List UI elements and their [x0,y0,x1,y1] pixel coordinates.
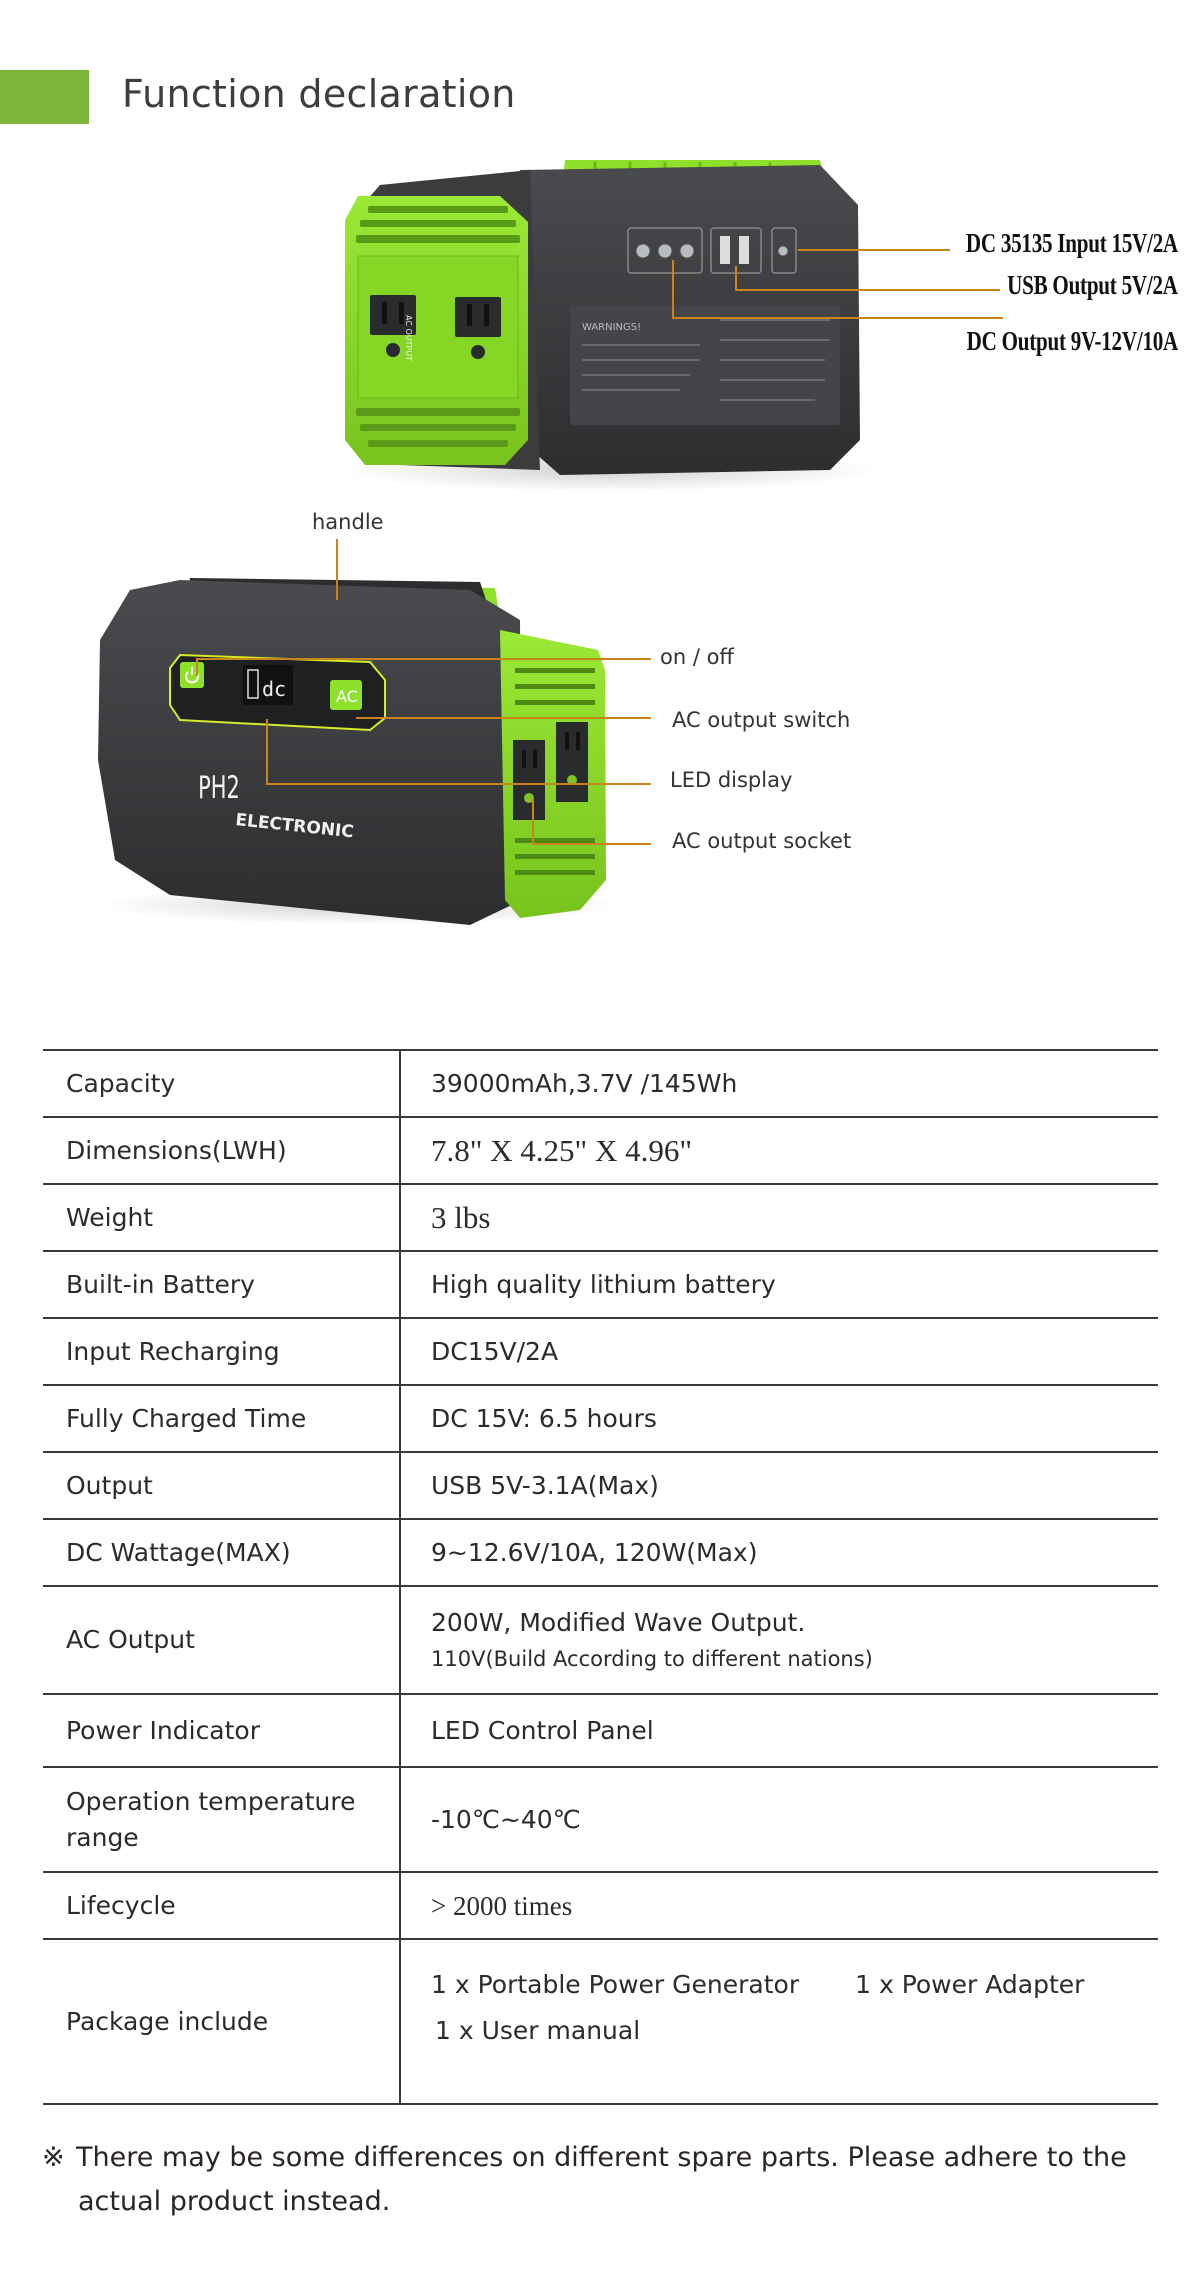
spec-label: Fully Charged Time [43,1385,400,1452]
spec-value: 3 lbs [400,1184,1158,1251]
table-row [43,1767,1158,1872]
table-row [43,1452,1158,1519]
callout-dc-input: DC 35135 Input 15V/2A [965,228,1178,258]
svg-text:AC OUTPUT: AC OUTPUT [404,315,413,362]
product-illustration [0,0,1200,960]
spec-label: Lifecycle [43,1872,400,1939]
spec-label: AC Output [43,1586,400,1694]
ac-outlet-icon [556,722,588,802]
spec-label: Power Indicator [43,1694,400,1767]
page-title: Function declaration [122,72,516,116]
package-item: 1 x Portable Power Generator [431,1970,800,1999]
spec-value: DC 15V: 6.5 hours [400,1385,1158,1452]
spec-value [400,1586,1158,1694]
callout-ac-output-socket: AC output socket [672,829,852,853]
table-row [43,1872,1158,1939]
spec-value: High quality lithium battery [400,1251,1158,1318]
table-row [43,1586,1158,1694]
spec-label: DC Wattage(MAX) [43,1519,400,1586]
spec-label: Dimensions(LWH) [43,1117,400,1184]
ac-outlet-icon [513,740,545,820]
svg-text:dc: dc [262,677,287,701]
disclaimer-note [42,2136,1162,2224]
spec-value: USB 5V-3.1A(Max) [400,1452,1158,1519]
callout-dc-output: DC Output 9V-12V/10A [966,326,1178,356]
spec-label: Input Recharging [43,1318,400,1385]
callout-handle: handle [312,510,384,534]
table-row [43,1184,1158,1251]
table-row [43,1318,1158,1385]
callout-usb-output: USB Output 5V/2A [1007,270,1178,300]
note-line-1: There may be some differences on different spare parts. Please adhere to the [76,2142,1127,2173]
table-row [43,1251,1158,1318]
spec-label: Built-in Battery [43,1251,400,1318]
spec-label: Operation temperature range [43,1767,400,1872]
spec-value: -10℃~40℃ [400,1767,1158,1872]
callout-on-off: on / off [660,645,734,669]
spec-value: DC15V/2A [400,1318,1158,1385]
callout-ac-output-switch: AC output switch [672,708,851,732]
device-rear-view [340,160,1003,492]
spec-label: Output [43,1452,400,1519]
table-row [43,1117,1158,1184]
note-line-2: actual product instead. [78,2186,391,2217]
package-item: 1 x Power Adapter [855,1970,1085,1999]
spec-table [43,1049,1158,2105]
table-row [43,1694,1158,1767]
svg-text:AC: AC [336,687,358,706]
svg-text:PH2: PH2 [198,769,240,807]
reference-mark-icon: ※ [42,2142,65,2173]
spec-value [400,1939,1158,2104]
table-row [43,1050,1158,1117]
table-row [43,1385,1158,1452]
spec-label: Weight [43,1184,400,1251]
spec-value: 9~12.6V/10A, 120W(Max) [400,1519,1158,1586]
spec-label: Package include [43,1939,400,2104]
svg-text:ELECTRONIC: ELECTRONIC [234,810,355,843]
callout-led-display: LED display [670,768,793,792]
spec-value-note: 110V(Build According to different nations) [431,1647,873,1671]
spec-value-line: 200W, Modified Wave Output. [431,1608,806,1637]
spec-value: 39000mAh,3.7V /145Wh [400,1050,1158,1117]
svg-text:WARNINGS!: WARNINGS! [582,322,642,333]
device-front-view [98,539,651,925]
package-item: 1 x User manual [435,2016,641,2045]
table-row [43,1939,1158,2104]
table-row [43,1519,1158,1586]
spec-value: LED Control Panel [400,1694,1158,1767]
spec-value: > 2000 times [400,1872,1158,1939]
product-figure [0,0,1200,960]
spec-label: Capacity [43,1050,400,1117]
spec-value: 7.8" X 4.25" X 4.96" [400,1117,1158,1184]
